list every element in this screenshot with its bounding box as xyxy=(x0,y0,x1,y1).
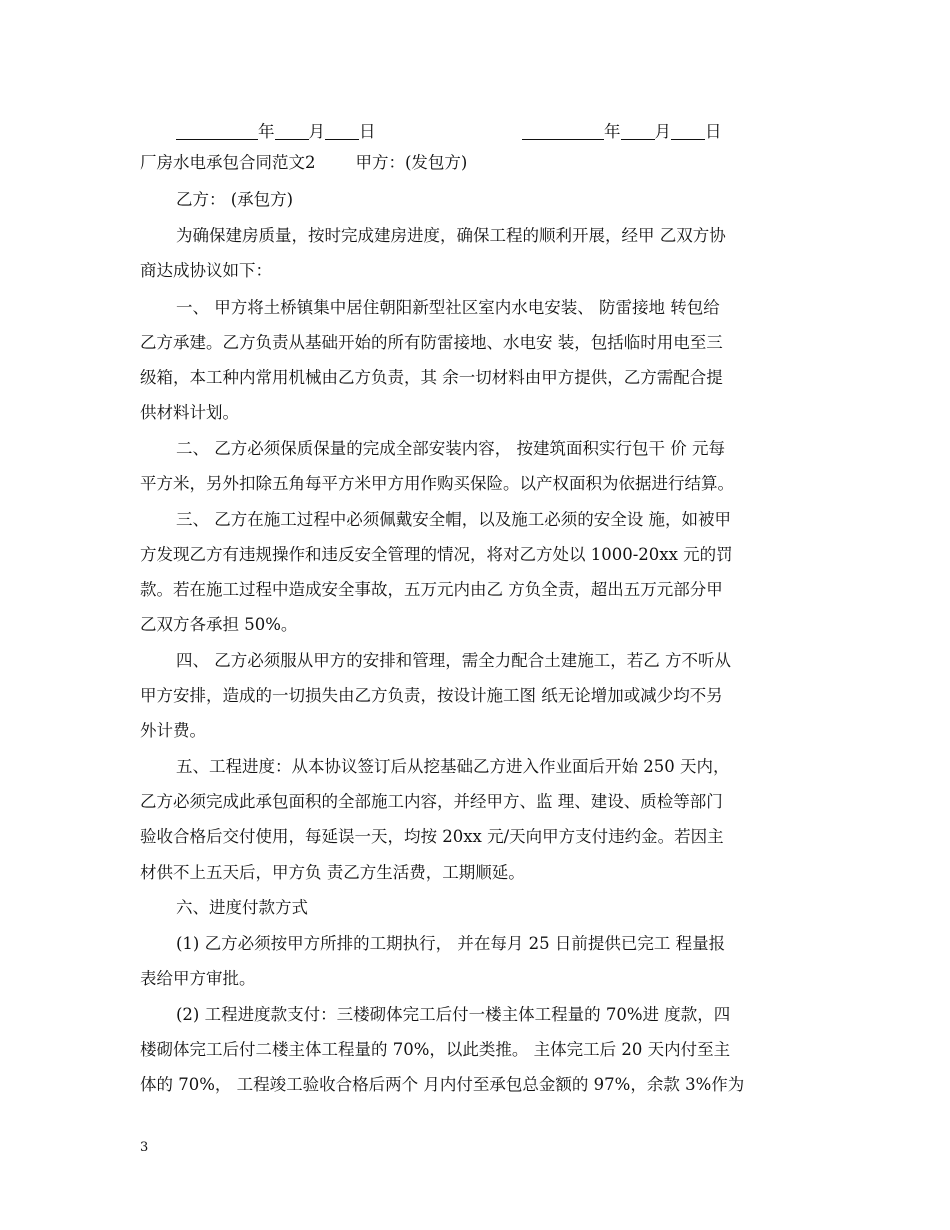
page-number: 3 xyxy=(140,1140,149,1155)
paragraph-line: 级箱，本工种内常用机械由乙方负责，其 余一切材料由甲方提供，乙方需配合提 xyxy=(140,368,723,387)
signature-date-right xyxy=(522,120,722,144)
paragraph-line: 供材料计划。 xyxy=(140,403,239,422)
paragraph-line: 甲方安排，造成的一切损失由乙方负责，按设计施工图 纸无论增加或减少均不另 xyxy=(140,686,723,705)
paragraph-line: 四、 乙方必须服从甲方的安排和管理，需全力配合土建施工，若乙 方不听从 xyxy=(176,651,731,670)
paragraph-line: 五、工程进度：从本协议签订后从挖基础乙方进入作业面后开始 250 天内， xyxy=(176,757,730,776)
paragraph-line: 表给甲方审批。 xyxy=(140,969,256,988)
paragraph-line: 楼砌体完工后付二楼主体工程量的 70%，以此类推。 主体完工后 20 天内付至主 xyxy=(140,1040,731,1059)
paragraph-line: (1) 乙方必须按甲方所排的工期执行， 并在每月 25 日前提供已完工 程量报 xyxy=(176,934,726,953)
paragraph-line: 三、 乙方在施工过程中必须佩戴安全帽，以及施工必须的安全设 施，如被甲 xyxy=(176,510,731,529)
month-label: 月 xyxy=(654,122,671,141)
paragraph-line: 外计费。 xyxy=(140,721,206,740)
month-label: 月 xyxy=(308,122,325,141)
year-label: 年 xyxy=(604,122,621,141)
paragraph-line: 验收合格后交付使用，每延误一天，均按 20xx 元/天向甲方支付违约金。若因主 xyxy=(140,827,724,846)
paragraph-line: 方发现乙方有违规操作和违反安全管理的情况，将对乙方处以 1000-20xx 元的罚 xyxy=(140,545,733,564)
paragraph-line: 体的 70%， 工程竣工验收合格后两个 月内付至承包总金额的 97%，余款 3%作为 xyxy=(140,1075,745,1094)
paragraph-line: 为确保建房质量，按时完成建房进度，确保工程的顺利开展，经甲 乙双方协 xyxy=(176,226,726,245)
month-blank xyxy=(275,121,309,140)
paragraph-line: 乙方承建。乙方负责从基础开始的所有防雷接地、水电安 装，包括临时用电至三 xyxy=(140,333,723,352)
party-a: 甲方：(发包方) xyxy=(355,153,468,172)
signature-date-left xyxy=(176,120,376,144)
paragraph-line: (2) 工程进度款支付：三楼砌体完工后付一楼主体工程量的 70%进 度款，四 xyxy=(176,1005,731,1024)
party-b: 乙方： (承包方) xyxy=(176,190,294,209)
title-line xyxy=(140,151,810,175)
month-blank xyxy=(621,121,655,140)
section-heading: 六、进度付款方式 xyxy=(176,898,308,917)
document-title: 厂房水电承包合同范文2 xyxy=(140,153,316,172)
paragraph-line: 乙双方各承担 50%。 xyxy=(140,615,298,634)
day-label: 日 xyxy=(705,122,722,141)
paragraph-line: 款。若在施工过程中造成安全事故，五万元内由乙 方负全责，超出五万元部分甲 xyxy=(140,580,723,599)
year-blank xyxy=(176,121,258,140)
paragraph-line: 材供不上五天后，甲方负 责乙方生活费，工期顺延。 xyxy=(140,863,525,882)
day-label: 日 xyxy=(359,122,376,141)
paragraph-line: 一、 甲方将土桥镇集中居住朝阳新型社区室内水电安装、 防雷接地 转包给 xyxy=(176,298,720,317)
day-blank xyxy=(325,121,359,140)
paragraph-line: 商达成协议如下： xyxy=(140,261,272,280)
paragraph-line: 二、 乙方必须保质保量的完成全部安装内容， 按建筑面积实行包干 价 元每 xyxy=(176,439,725,458)
paragraph-line: 乙方必须完成此承包面积的全部施工内容，并经甲方、监 理、建设、质检等部门 xyxy=(140,792,723,811)
paragraph-line: 平方米，另外扣除五角每平方米甲方用作购买保险。以产权面积为依据进行结算。 xyxy=(140,474,734,493)
year-label: 年 xyxy=(258,122,275,141)
year-blank xyxy=(522,121,604,140)
day-blank xyxy=(671,121,705,140)
